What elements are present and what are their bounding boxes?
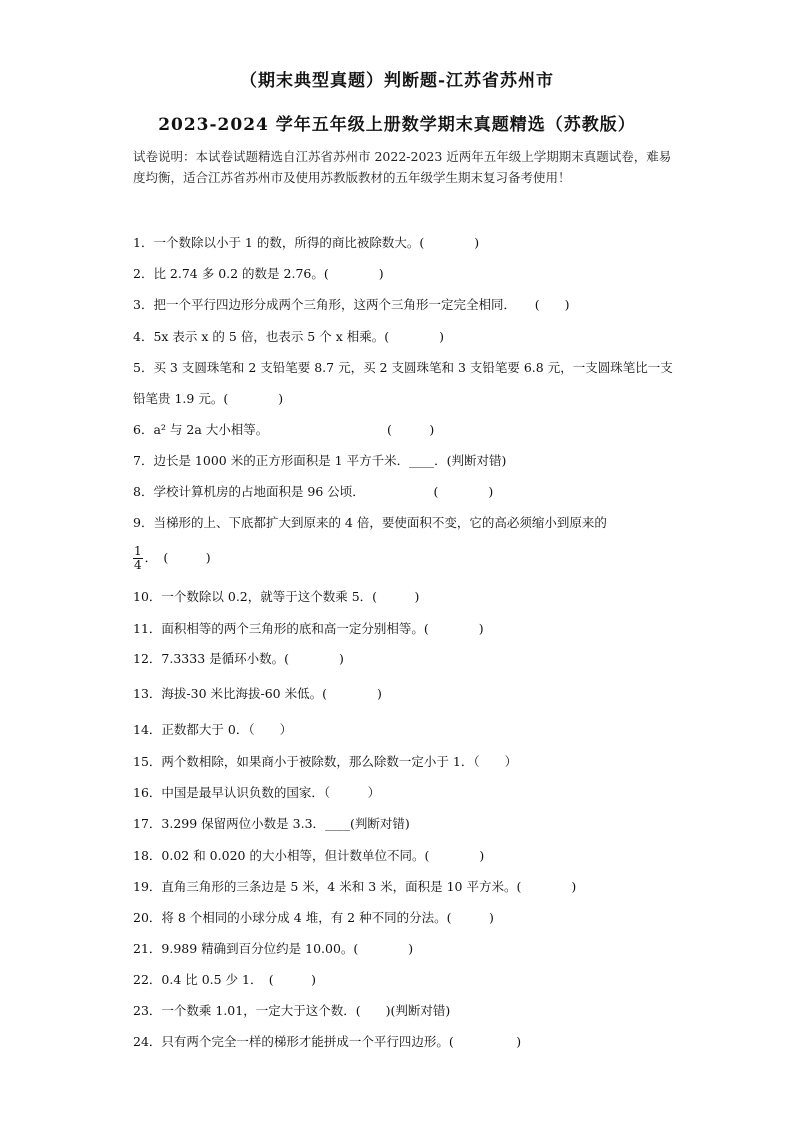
- page-title-line-1: （期末典型真题）判断题-江苏省苏州市: [239, 71, 555, 91]
- question-15: 15．两个数相除，如果商小于被除数，那么除数一定小于 1．（ ）: [133, 754, 518, 769]
- question-12: 12．7.3333 是循环小数。( ): [133, 651, 344, 666]
- question-14: 14．正数都大于 0．（ ）: [133, 722, 293, 737]
- fraction-denominator: 4: [134, 558, 142, 572]
- page-title-line-2: 2023-2024 学年五年级上册数学期末真题精选（苏教版）: [158, 115, 636, 135]
- question-16: 16．中国是最早认识负数的国家．（ ）: [133, 785, 381, 800]
- question-5: 5．买 3 支圆珠笔和 2 支铅笔要 8.7 元，买 2 支圆珠笔和 3 支铅笔要 6.8 元，一支圆珠笔比一支铅笔贵 1.9 元。( ): [133, 360, 673, 406]
- question-6: 6．a² 与 2a 大小相等。 ( ): [133, 422, 435, 437]
- question-13: 13．海拔-30 米比海拔-60 米低。( ): [133, 686, 382, 701]
- question-9: 9．当梯形的上、下底都扩大到原来的 4 倍，要使面积不变，它的高必须缩小到原来的: [133, 515, 607, 530]
- question-10: 10．一个数除以 0.2，就等于这个数乘 5．( ): [133, 589, 420, 604]
- exam-description: 试卷说明：本试卷试题精选自江苏省苏州市 2022-2023 近两年五年级上学期期末真题试卷，难易度均衡，适合江苏省苏州市及使用苏教版教材的五年级学生期末复习备考使用！: [133, 149, 672, 185]
- question-21: 21．9.989 精确到百分位约是 10.00。( ): [133, 941, 414, 956]
- question-3: 3．把一个平行四边形分成两个三角形，这两个三角形一定完全相同． ( ): [133, 297, 570, 312]
- question-23: 23．一个数乘 1.01，一定大于这个数．( )(判断对错): [133, 1003, 451, 1018]
- question-9-tail: ． ( ): [144, 550, 211, 565]
- question-9-continuation: [133, 545, 673, 572]
- question-8: 8．学校计算机房的占地面积是 96 公顷． ( ): [133, 484, 494, 499]
- question-1: 1．一个数除以小于 1 的数，所得的商比被除数大。( ): [133, 235, 480, 250]
- fraction-numerator: 1: [134, 544, 142, 558]
- question-17: 17．3.299 保留两位小数是 3.3．____(判断对错): [133, 816, 410, 831]
- question-19: 19．直角三角形的三条边是 5 米，4 米和 3 米，面积是 10 平方米。( ): [133, 879, 577, 894]
- question-24: 24．只有两个完全一样的梯形才能拼成一个平行四边形。( ): [133, 1034, 522, 1049]
- question-11: 11．面积相等的两个三角形的底和高一定分别相等。( ): [133, 621, 484, 636]
- question-20: 20．将 8 个相同的小球分成 4 堆，有 2 种不同的分法。( ): [133, 910, 494, 925]
- question-2: 2．比 2.74 多 0.2 的数是 2.76。( ): [133, 266, 384, 281]
- fraction-one-quarter: [133, 545, 143, 572]
- question-22: 22．0.4 比 0.5 少 1． ( ): [133, 972, 317, 987]
- question-18: 18．0.02 和 0.020 的大小相等，但计数单位不同。( ): [133, 848, 485, 863]
- question-4: 4．5x 表示 x 的 5 倍，也表示 5 个 x 相乘。( ): [133, 329, 444, 344]
- question-7: 7．边长是 1000 米的正方形面积是 1 平方千米．____．(判断对错): [133, 453, 507, 468]
